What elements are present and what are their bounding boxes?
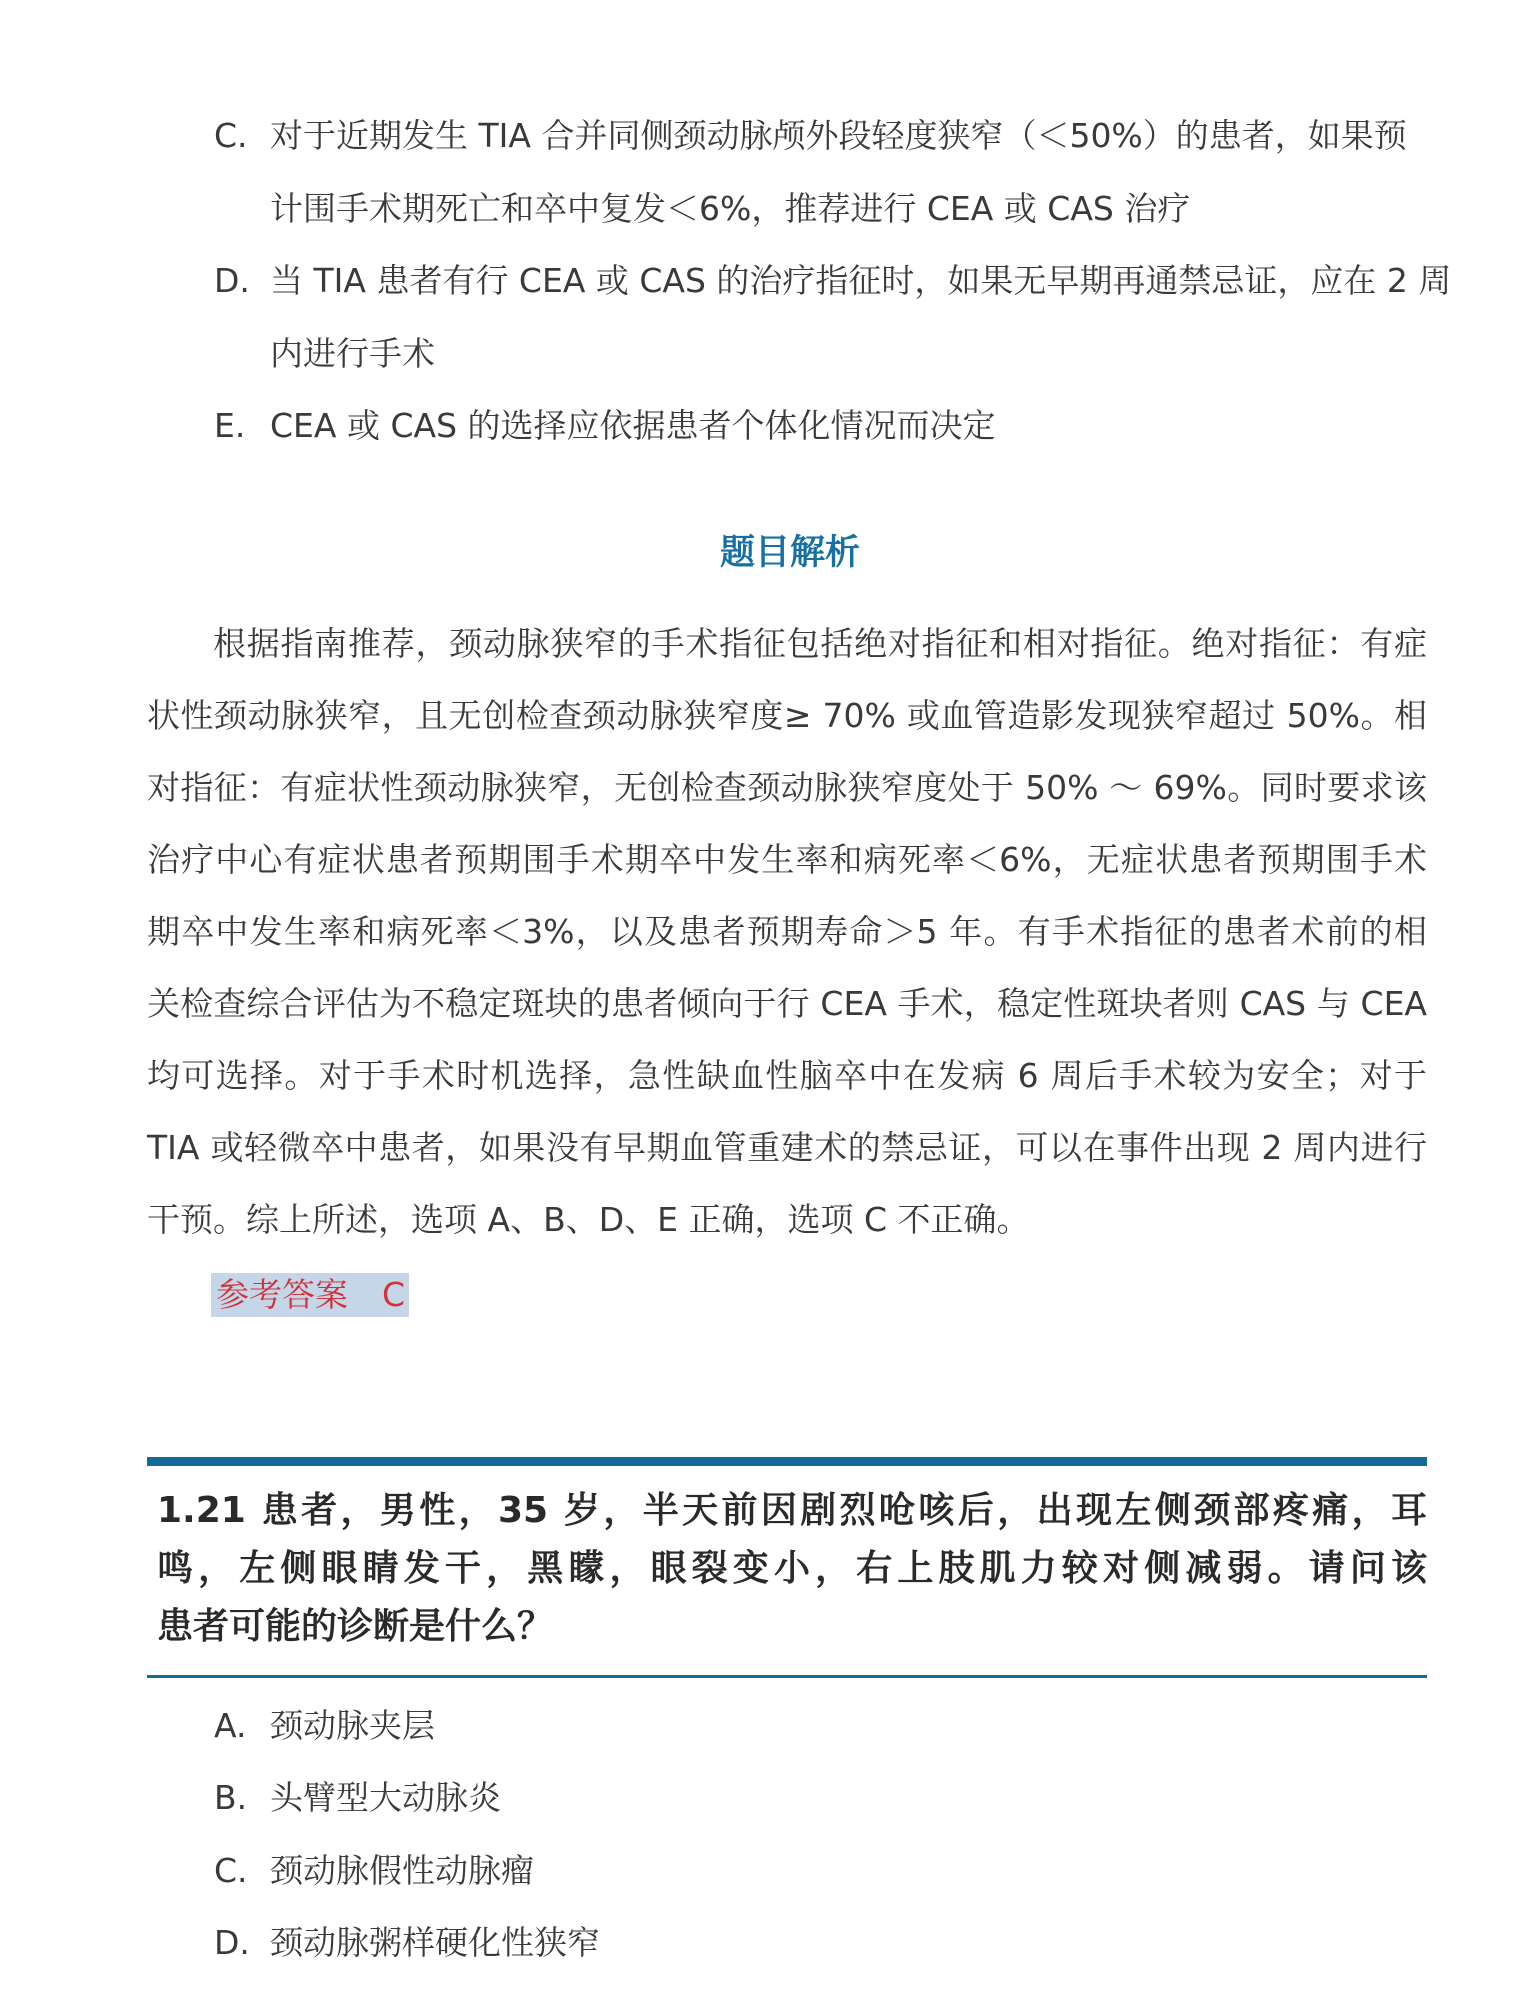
reference-answer — [211, 1273, 409, 1317]
option-label: E. — [214, 406, 246, 445]
question-top-rule — [147, 1457, 1427, 1466]
question-bottom-rule — [147, 1675, 1427, 1678]
option-label: D. — [214, 261, 250, 300]
option-c-prev-continuation: 计围手术期死亡和卒中复发＜6%，推荐进行 CEA 或 CAS 治疗 — [270, 189, 1191, 228]
option-text: 颈动脉粥样硬化性狭窄 — [270, 1923, 600, 1962]
option-label: A. — [214, 1706, 247, 1745]
option-label: C. — [214, 1851, 248, 1890]
option-label: C. — [214, 116, 248, 155]
option-text: CEA 或 CAS 的选择应依据患者个体化情况而决定 — [270, 406, 996, 445]
answer-label: 参考答案 — [216, 1275, 348, 1314]
question-line: 鸣，左侧眼睛发干，黑矇，眼裂变小，右上肢肌力较对侧减弱。请问该 — [157, 1548, 1427, 1589]
option-b — [214, 1778, 501, 1818]
option-e-prev — [214, 406, 996, 446]
option-d-prev-continuation: 内进行手术 — [270, 334, 435, 373]
analysis-line: 均可选择。对于手术时机选择，急性缺血性脑卒中在发病 6 周后手术较为安全；对于 — [147, 1056, 1427, 1095]
option-d-prev — [214, 261, 1451, 301]
answer-value: C — [382, 1275, 406, 1314]
option-text: 对于近期发生 TIA 合并同侧颈动脉颅外段轻度狭窄（＜50%）的患者，如果预 — [270, 116, 1407, 155]
option-a — [214, 1706, 435, 1746]
option-label: B. — [214, 1778, 248, 1817]
option-c-prev — [214, 116, 1407, 156]
analysis-line: 根据指南推荐，颈动脉狭窄的手术指征包括绝对指征和相对指征。绝对指征：有症 — [213, 624, 1427, 663]
analysis-line: 期卒中发生率和病死率＜3%，以及患者预期寿命＞5 年。有手术指征的患者术前的相 — [147, 912, 1427, 951]
analysis-line: 对指征：有症状性颈动脉狭窄，无创检查颈动脉狭窄度处于 50% ～ 69%。同时要求该 — [147, 768, 1427, 807]
analysis-line: 干预。综上所述，选项 A、B、D、E 正确，选项 C 不正确。 — [147, 1200, 1030, 1239]
option-text: 头臂型大动脉炎 — [270, 1778, 501, 1817]
question-line: 患者可能的诊断是什么？ — [157, 1606, 554, 1647]
analysis-line: 治疗中心有症状患者预期围手术期卒中发生率和病死率＜6%，无症状患者预期围手术 — [147, 840, 1427, 879]
analysis-heading: 题目解析 — [719, 533, 860, 573]
option-d — [214, 1923, 600, 1963]
option-text: 颈动脉夹层 — [270, 1706, 435, 1745]
option-text: 颈动脉假性动脉瘤 — [270, 1851, 534, 1890]
analysis-line: 关检查综合评估为不稳定斑块的患者倾向于行 CEA 手术，稳定性斑块者则 CAS 与 CEA — [147, 984, 1427, 1023]
analysis-line: TIA 或轻微卒中患者，如果没有早期血管重建术的禁忌证，可以在事件出现 2 周内进行 — [147, 1128, 1427, 1167]
analysis-line: 状性颈动脉狭窄，且无创检查颈动脉狭窄度≥ 70% 或血管造影发现狭窄超过 50%。相 — [147, 696, 1427, 735]
option-c — [214, 1851, 534, 1891]
question-line: 1.21 患者，男性，35 岁，半天前因剧烈呛咳后，出现左侧颈部疼痛，耳 — [157, 1490, 1427, 1531]
option-label: D. — [214, 1923, 250, 1962]
option-text: 当 TIA 患者有行 CEA 或 CAS 的治疗指征时，如果无早期再通禁忌证，应在 2 周 — [270, 261, 1452, 300]
